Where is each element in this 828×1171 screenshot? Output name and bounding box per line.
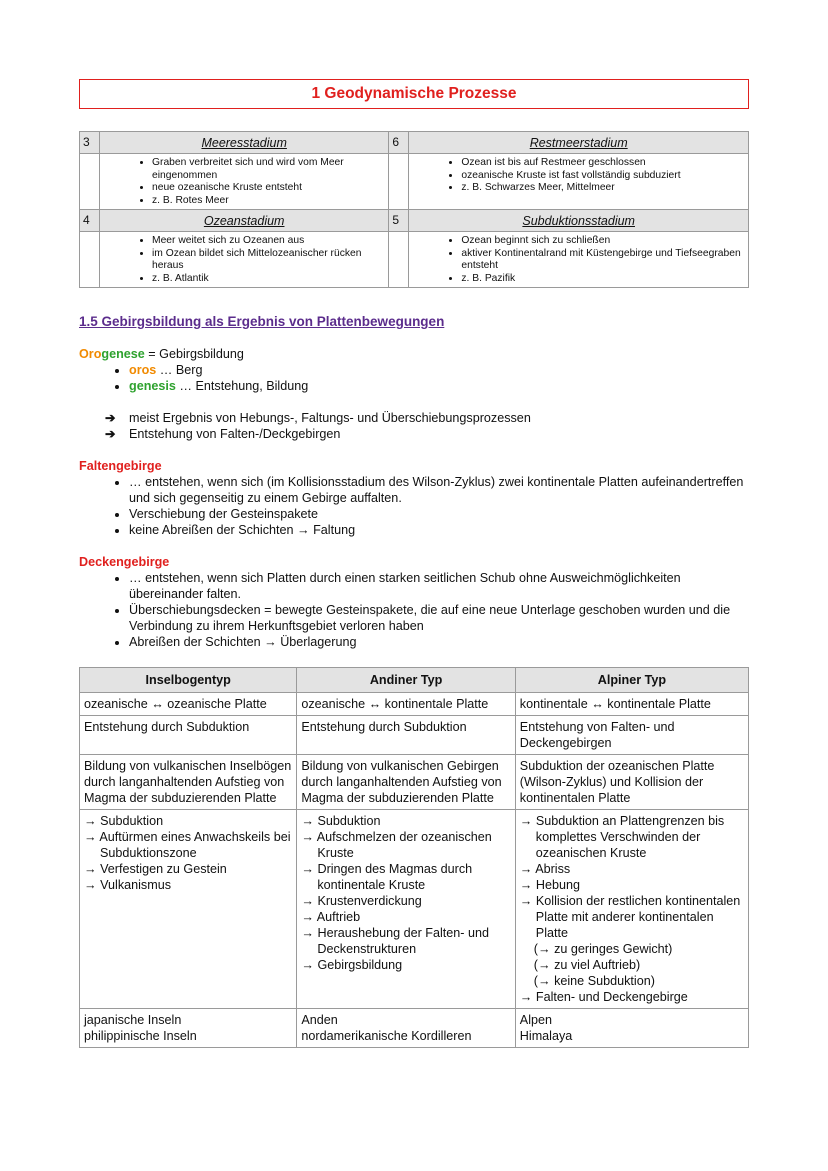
column-header: Inselbogentyp (80, 668, 297, 693)
table-cell: Alpen Himalaya (515, 1009, 748, 1048)
list-item: • Verschiebung der Gesteinspakete (129, 506, 749, 522)
stage-description (100, 232, 389, 288)
stage-title: Ozeanstadium (100, 210, 389, 232)
deckengebirge-heading: Deckengebirge (79, 555, 170, 569)
list-item: • z. B. Atlantik (152, 273, 388, 286)
stage-number: 3 (80, 132, 100, 154)
list-item: • Ozean ist bis auf Restmeer geschlossen (461, 157, 748, 170)
list-item: ➔ Entstehung von Falten-/Deckgebirgen (79, 426, 749, 442)
table-cell: → Subduktion → Aufschmelzen der ozeanischen Kruste → Dringen des Magmas durch kontinentale Kruste → Krustenverdickung → Auftrieb → Heraushebung der Falten- und Deckenstrukturen → Gebirgsbildung (297, 810, 515, 1009)
stage-number: 5 (389, 210, 409, 232)
list-item: • neue ozeanische Kruste entsteht (152, 182, 388, 195)
etymology-list (79, 362, 749, 394)
stage-title: Subduktionsstadium (409, 210, 749, 232)
table-cell: Entstehung von Falten- und Deckengebirgen (515, 716, 748, 755)
list-item: • z. B. Schwarzes Meer, Mittelmeer (461, 182, 748, 195)
stage-title: Restmeerstadium (409, 132, 749, 154)
table-row (80, 1009, 749, 1048)
list-item: • Meer weitet sich zu Ozeanen aus (152, 235, 388, 248)
table-cell: kontinentale ↔ kontinentale Platte (515, 693, 748, 716)
table-row (80, 810, 749, 1009)
table-cell: → Subduktion → Auftürmen eines Anwachskeils bei Subduktionszone → Verfestigen zu Gestein → Vulkanismus (80, 810, 297, 1009)
stage-title: Meeresstadium (100, 132, 389, 154)
table-row (80, 716, 749, 755)
list-item: • genesis … Entstehung, Bildung (129, 378, 749, 394)
table-cell: Anden nordamerikanische Kordilleren (297, 1009, 515, 1048)
stage-description (100, 154, 389, 210)
list-item: • Abreißen der Schichten → Überlagerung (129, 634, 749, 650)
ocean-stages-table (79, 131, 749, 288)
table-cell: ozeanische ↔ kontinentale Platte (297, 693, 515, 716)
table-cell: → Subduktion an Plattengrenzen bis komplettes Verschwinden der ozeanischen Kruste → Abriss → Hebung → Kollision der restlichen kontinentalen Platte mit anderer kontinentalen Platte (→ zu geringes Gewicht) (→ zu viel Auftrieb) (→ keine Subduktion) → Falten- und Deckengebirge (515, 810, 748, 1009)
stage-description (409, 232, 749, 288)
orogenese-definition: Orogenese = Gebirgsbildung (79, 347, 244, 361)
list-item: • … entstehen, wenn sich (im Kollisionsstadium des Wilson-Zyklus) zwei kontinentale Platten aufeinandertreffen und sich gegenseitig zu einem Gebirge auffalten. (129, 474, 749, 506)
list-item: • keine Abreißen der Schichten → Faltung (129, 522, 749, 538)
title-box (79, 79, 749, 109)
list-item: ➔ meist Ergebnis von Hebungs-, Faltungs- und Überschiebungsprozessen (79, 410, 749, 426)
list-item: • ozeanische Kruste ist fast vollständig subduziert (461, 170, 748, 183)
list-item: • Überschiebungsdecken = bewegte Gesteinspakete, die auf eine neue Unterlage geschoben wurden und die Verbindung zu ihrem Herkunftsgebiet verloren haben (129, 602, 749, 634)
stage-number: 6 (389, 132, 409, 154)
list-item: • z. B. Pazifik (461, 273, 748, 286)
table-row (80, 693, 749, 716)
table-cell: Entstehung durch Subduktion (80, 716, 297, 755)
list-item: • … entstehen, wenn sich Platten durch einen starken seitlichen Schub ohne Ausweichmöglichkeiten übereinander falten. (129, 570, 749, 602)
list-item: • Ozean beginnt sich zu schließen (461, 235, 748, 248)
list-item: • oros … Berg (129, 362, 749, 378)
faltengebirge-heading: Faltengebirge (79, 459, 162, 473)
section-body (79, 346, 749, 650)
table-cell: ozeanische ↔ ozeanische Platte (80, 693, 297, 716)
column-header: Alpiner Typ (515, 668, 748, 693)
table-cell: Bildung von vulkanischen Gebirgen durch langanhaltenden Aufstieg von Magma der subduzierenden Platte (297, 755, 515, 810)
table-row (80, 755, 749, 810)
section-title: 1.5 Gebirgsbildung als Ergebnis von Plattenbewegungen (79, 314, 445, 329)
list-item: • im Ozean bildet sich Mittelozeanischer rücken heraus (152, 248, 388, 273)
page-title: 1 Geodynamische Prozesse (311, 85, 517, 102)
column-header: Andiner Typ (297, 668, 515, 693)
arrow-icon: ➔ (105, 427, 116, 441)
faltengebirge-list (79, 474, 749, 538)
stage-description (409, 154, 749, 210)
table-cell: Bildung von vulkanischen Inselbögen durch langanhaltenden Aufstieg von Magma der subduzierenden Platte (80, 755, 297, 810)
mountain-types-table (79, 667, 749, 1048)
table-cell: Entstehung durch Subduktion (297, 716, 515, 755)
table-cell: Subduktion der ozeanischen Platte (Wilson-Zyklus) und Kollision der kontinentalen Platte (515, 755, 748, 810)
arrow-icon: ➔ (105, 411, 116, 425)
list-item: • Graben verbreitet sich und wird vom Meer eingenommen (152, 157, 388, 182)
list-item: • aktiver Kontinentalrand mit Küstengebirge und Tiefseegraben entsteht (461, 248, 748, 273)
stage-number: 4 (80, 210, 100, 232)
table-cell: japanische Inseln philippinische Inseln (80, 1009, 297, 1048)
arrow-list (79, 410, 749, 442)
deckengebirge-list (79, 570, 749, 650)
list-item: • z. B. Rotes Meer (152, 195, 388, 208)
